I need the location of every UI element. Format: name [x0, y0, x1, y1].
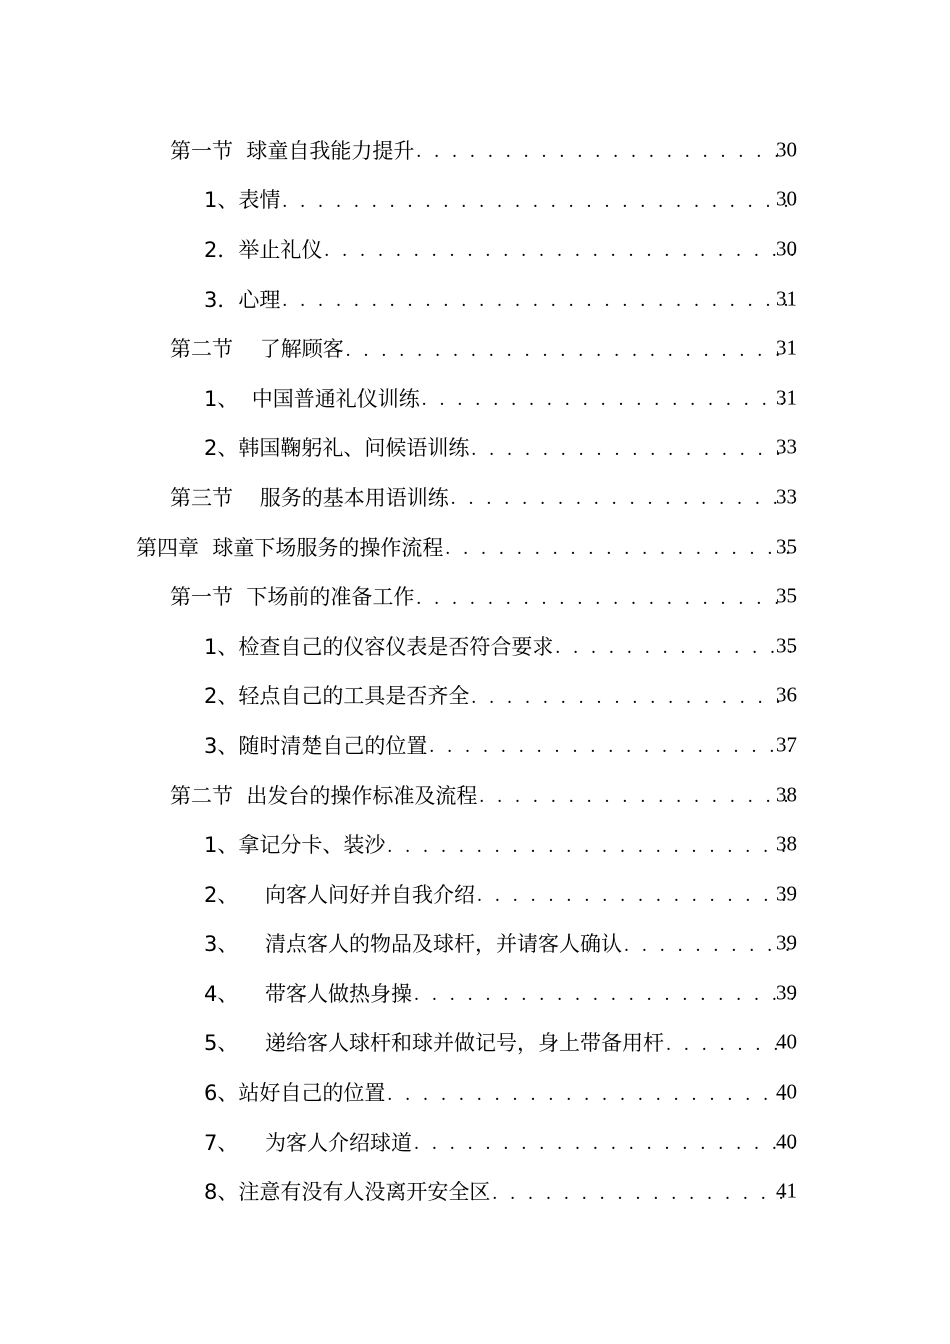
- toc-dot-leader: [429, 737, 793, 756]
- toc-entry-title: 2．举止礼仪: [204, 237, 323, 262]
- toc-entry[interactable]: [0, 323, 950, 373]
- toc-entry-title: 第一节 下场前的准备工作: [170, 585, 415, 610]
- toc-dot-leader: [387, 1085, 793, 1104]
- toc-dot-leader: [282, 192, 793, 211]
- toc-entry[interactable]: [0, 373, 950, 423]
- toc-entry-title: 1、 中国普通礼仪训练: [204, 386, 420, 411]
- toc-entry[interactable]: [0, 472, 950, 522]
- toc-entry-title: 5、 递给客人球杆和球并做记号，身上带备用杆: [204, 1031, 665, 1056]
- toc-page-number: 30: [776, 137, 797, 162]
- toc-dot-leader: [416, 142, 793, 161]
- toc-page-number: 37: [776, 732, 797, 757]
- toc-page-number: 30: [776, 186, 797, 211]
- toc-page-number: 31: [776, 286, 797, 311]
- toc-page-number: 35: [776, 583, 797, 608]
- toc-dot-leader: [346, 341, 793, 360]
- toc-entry[interactable]: [0, 919, 950, 969]
- toc-entry-title: 7、 为客人介绍球道: [204, 1130, 413, 1155]
- table-of-contents: [0, 125, 950, 1216]
- toc-entry[interactable]: [0, 1067, 950, 1117]
- toc-entry-title: 第二节 了解顾客: [170, 337, 344, 362]
- toc-entry-title: 1、拿记分卡、装沙: [204, 833, 386, 858]
- toc-entry[interactable]: [0, 770, 950, 820]
- toc-dot-leader: [479, 787, 793, 806]
- toc-entry-title: 1、检查自己的仪容仪表是否符合要求: [204, 634, 554, 659]
- toc-entry-title: 1、表情: [204, 188, 281, 213]
- toc-entry[interactable]: [0, 274, 950, 324]
- toc-entry-title: 3．心理: [204, 287, 281, 312]
- toc-dot-leader: [414, 1134, 793, 1153]
- toc-page-number: 31: [776, 335, 797, 360]
- toc-page-number: 40: [776, 1079, 797, 1104]
- toc-entry[interactable]: [0, 522, 950, 572]
- toc-page-number: 36: [776, 682, 797, 707]
- toc-entry[interactable]: [0, 125, 950, 175]
- toc-page-number: 39: [776, 930, 797, 955]
- toc-page-number: 41: [776, 1178, 797, 1203]
- toc-dot-leader: [451, 489, 793, 508]
- toc-entry[interactable]: [0, 175, 950, 225]
- toc-entry-title: 第三节 服务的基本用语训练: [170, 485, 449, 510]
- toc-entry[interactable]: [0, 1166, 950, 1216]
- toc-dot-leader: [666, 1035, 793, 1054]
- toc-page-number: 33: [776, 484, 797, 509]
- toc-page-number: 39: [776, 881, 797, 906]
- toc-dot-leader: [416, 589, 793, 608]
- toc-entry-title: 第四章 球童下场服务的操作流程: [136, 535, 444, 560]
- toc-dot-leader: [445, 539, 793, 558]
- toc-entry[interactable]: [0, 1117, 950, 1167]
- toc-page-number: 40: [776, 1029, 797, 1054]
- toc-entry-title: 3、 清点客人的物品及球杆，并请客人确认: [204, 932, 623, 957]
- toc-entry-title: 2、 向客人问好并自我介绍: [204, 882, 476, 907]
- toc-dot-leader: [282, 291, 793, 310]
- toc-entry[interactable]: [0, 621, 950, 671]
- toc-dot-leader: [324, 241, 793, 260]
- toc-entry-title: 3、随时清楚自己的位置: [204, 733, 428, 758]
- toc-dot-leader: [555, 638, 793, 657]
- toc-dot-leader: [477, 886, 793, 905]
- toc-entry[interactable]: [0, 1018, 950, 1068]
- toc-entry-title: 第一节 球童自我能力提升: [170, 138, 415, 163]
- toc-page-number: 31: [776, 385, 797, 410]
- toc-page-number: 39: [776, 980, 797, 1005]
- toc-entry-title: 4、 带客人做热身操: [204, 981, 413, 1006]
- toc-entry[interactable]: [0, 869, 950, 919]
- toc-entry-title: 6、站好自己的位置: [204, 1081, 386, 1106]
- toc-entry[interactable]: [0, 224, 950, 274]
- toc-dot-leader: [414, 985, 793, 1004]
- toc-entry-title: 第二节 出发台的操作标准及流程: [170, 783, 478, 808]
- toc-entry[interactable]: [0, 819, 950, 869]
- toc-page-number: 35: [776, 534, 797, 559]
- toc-page-number: 40: [776, 1129, 797, 1154]
- toc-entry-title: 2、轻点自己的工具是否齐全: [204, 684, 470, 709]
- toc-page-number: 38: [776, 831, 797, 856]
- toc-entry[interactable]: [0, 671, 950, 721]
- toc-entry[interactable]: [0, 720, 950, 770]
- toc-entry-title: 2、韩国鞠躬礼、问候语训练: [204, 436, 470, 461]
- toc-entry[interactable]: [0, 423, 950, 473]
- toc-dot-leader: [624, 936, 793, 955]
- toc-entry-title: 8、注意有没有人没离开安全区: [204, 1180, 491, 1205]
- toc-page-number: 33: [776, 434, 797, 459]
- toc-dot-leader: [387, 837, 793, 856]
- toc-dot-leader: [471, 688, 793, 707]
- toc-entry[interactable]: [0, 571, 950, 621]
- toc-dot-leader: [492, 1184, 793, 1203]
- toc-dot-leader: [422, 390, 793, 409]
- toc-dot-leader: [471, 440, 793, 459]
- toc-entry[interactable]: [0, 968, 950, 1018]
- toc-page-number: 38: [776, 782, 797, 807]
- toc-page-number: 30: [776, 236, 797, 261]
- toc-page-number: 35: [776, 633, 797, 658]
